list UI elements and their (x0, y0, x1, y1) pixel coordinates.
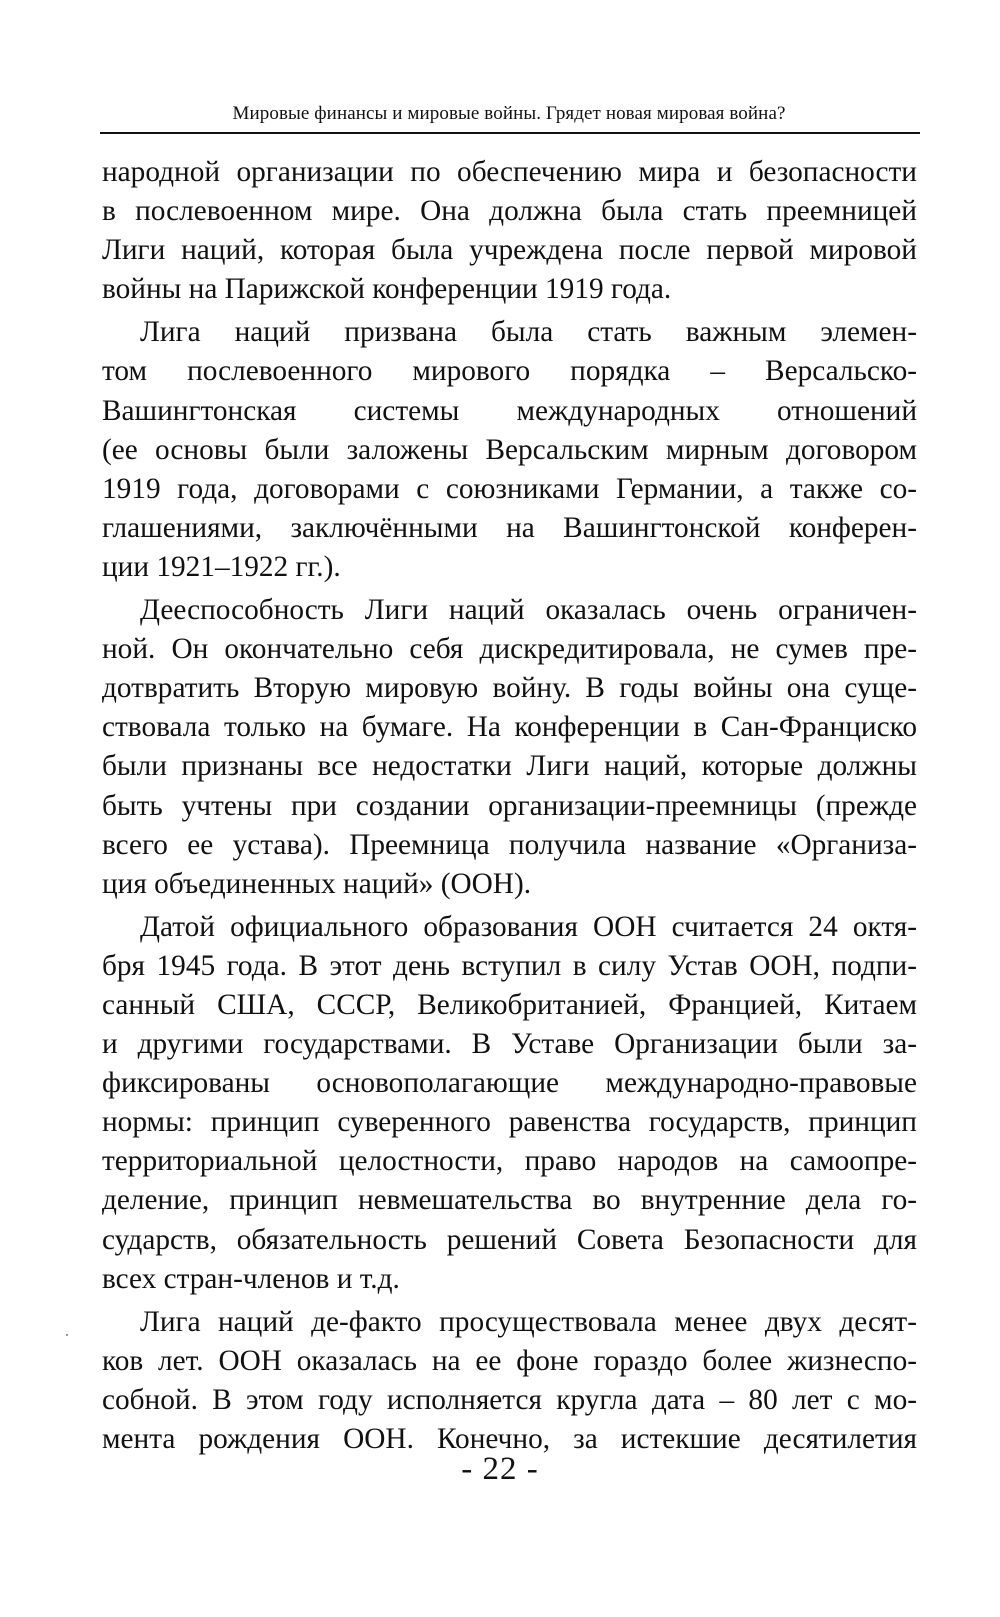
text-line: Вашингтонская системы международных отношений (102, 394, 917, 427)
text-line: фиксированы основополагающие международно-правовые (102, 1067, 917, 1100)
header-rule (100, 132, 920, 134)
text-line: Лига наций де-факто просуществовала менее двух десят- (140, 1305, 917, 1338)
text-line: ствовала только на бумаге. На конференции в Сан-Франциско (102, 711, 917, 744)
text-line: мента рождения ООН. Конечно, за истекшие десятилетия (102, 1423, 917, 1455)
paragraph-1 (102, 153, 917, 309)
text-line: нормы: принцип суверенного равенства государств, принцип (102, 1106, 917, 1139)
text-line: Дееспособность Лиги наций оказалась очень ограничен- (140, 594, 917, 627)
paragraph-5 (102, 1303, 917, 1459)
text-line: ной. Он окончательно себя дискредитировала, не сумев пре- (102, 633, 917, 666)
text-line: ков лет. ООН оказалась на ее фоне гораздо более жизнеспо- (102, 1344, 917, 1377)
text-line: деление, принцип невмешательства во внутренние дела го- (102, 1184, 917, 1217)
text-line: Лига наций призвана была стать важным элемен- (140, 316, 917, 349)
text-line: Лиги наций, которая была учреждена после первой мировой (102, 234, 917, 267)
text-line: том послевоенного мирового порядка – Версальско- (102, 355, 917, 388)
text-line: ция объединенных наций» (ООН). (102, 867, 532, 900)
text-line: народной организации по обеспечению мира и безопасности (102, 156, 917, 188)
text-line: были признаны все недостатки Лиги наций, которые должны (102, 750, 917, 783)
text-line: санный США, СССР, Великобританией, Францией, Китаем (102, 988, 917, 1021)
text-line: всех стран-членов и т.д. (102, 1262, 400, 1295)
text-line: дотвратить Вторую мировую войну. В годы войны она суще- (102, 672, 917, 705)
running-head-title: Мировые финансы и мировые войны. Грядет новая мировая война? (232, 103, 786, 124)
text-line: собной. В этом году исполняется кругла дата – 80 лет с мо- (102, 1383, 917, 1416)
text-line: в послевоенном мире. Она должна была стать преемницей (102, 195, 917, 228)
text-line: территориальной целостности, право народов на самоопре- (102, 1145, 917, 1178)
text-line: войны на Парижской конференции 1919 года. (102, 273, 672, 306)
paragraph-3 (102, 591, 917, 904)
paragraph-4 (102, 908, 917, 1299)
text-line: сударств, обязательность решений Совета Безопасности для (102, 1223, 917, 1256)
text-line: и другими государствами. В Уставе Организации были за- (102, 1028, 917, 1061)
print-speck (66, 1334, 68, 1336)
text-line: 1919 года, договорами с союзниками Германии, а также со- (102, 472, 917, 505)
body-text (102, 153, 917, 1463)
text-line: Датой официального образования ООН считается 24 октя- (140, 910, 917, 943)
text-line: бря 1945 года. В этот день вступил в силу Устав ООН, подпи- (102, 949, 917, 982)
text-line: глашениями, заключёнными на Вашингтонской конферен- (102, 511, 917, 544)
text-line: всего ее устава). Преемница получила название «Организа- (102, 828, 917, 861)
text-line: быть учтены при создании организации-преемницы (прежде (102, 789, 917, 822)
text-line: (ее основы были заложены Версальским мирным договором (102, 433, 917, 466)
paragraph-2 (102, 313, 917, 587)
text-line: ции 1921–1922 гг.). (102, 550, 341, 583)
page-number: - 22 - (461, 1451, 539, 1487)
